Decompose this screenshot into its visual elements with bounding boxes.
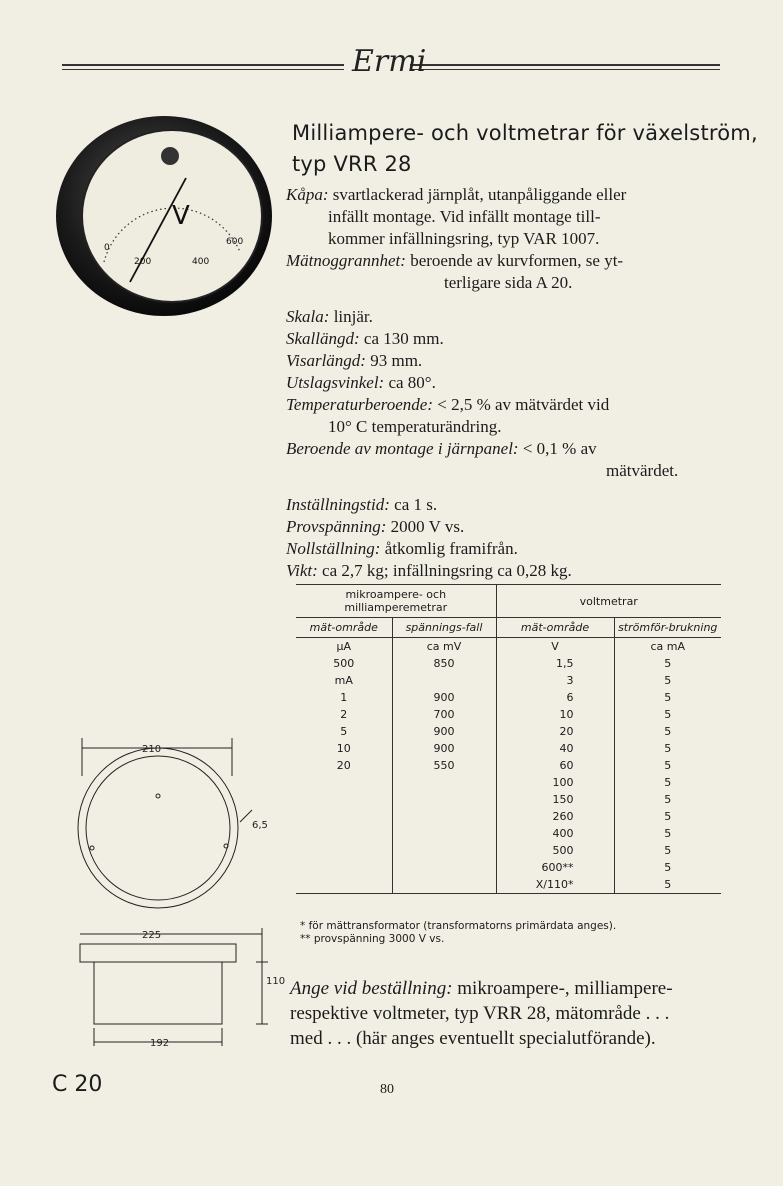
table-cell: 5: [614, 859, 721, 876]
order-label: Ange vid beställning:: [290, 978, 453, 999]
table-cell: 5: [614, 672, 721, 689]
table-cell: [392, 842, 496, 859]
spec-zero: Nollställning: åtkomlig framifrån.: [286, 539, 518, 558]
page-title: [292, 118, 762, 180]
table-cell: [392, 808, 496, 825]
range-table: [296, 584, 721, 894]
table-group-ammeters: mikroampere- och milliamperemetrar: [296, 585, 496, 618]
page-number: 80: [380, 1082, 394, 1097]
table-cell: 5: [614, 757, 721, 774]
table-cell: 2: [340, 708, 348, 721]
table-cell: 900: [392, 689, 496, 706]
table-cell: 5: [614, 655, 721, 672]
spec-deflection: Utslagsvinkel: ca 80°.: [286, 373, 436, 392]
table-cell: 40: [496, 740, 614, 757]
table-cell: 5: [340, 725, 348, 738]
table-cell: [296, 876, 392, 893]
table-cell: 700: [392, 706, 496, 723]
order-text: respektive voltmeter, typ VRR 28, mätområde . . .: [290, 1003, 670, 1024]
spec-scale: Skala: linjär.: [286, 307, 373, 326]
table-cell: 3: [496, 672, 614, 689]
spec-list: [286, 184, 756, 582]
spec-mounting: Beroende av montage i järnpanel: < 0,1 % av: [286, 439, 597, 458]
table-cell: [296, 791, 392, 808]
table-cell: 60: [496, 757, 614, 774]
table-cell: [296, 825, 392, 842]
dimension-label: 110: [266, 976, 286, 987]
dial-letter: V: [172, 201, 190, 231]
table-cell: 5: [614, 825, 721, 842]
title-line-2: typ VRR 28: [292, 152, 412, 176]
table-row: [296, 740, 721, 757]
table-cell: 550: [392, 757, 496, 774]
table-cell: 850: [392, 655, 496, 672]
spec-settling: Inställningstid: ca 1 s.: [286, 495, 438, 514]
table-unit: ca mV: [392, 638, 496, 656]
table-cell: [296, 859, 392, 876]
table-unit: ca mA: [614, 638, 721, 656]
table-cell: [392, 774, 496, 791]
table-cell: [392, 791, 496, 808]
table-cell: 6: [496, 689, 614, 706]
table-cell: [392, 672, 496, 689]
table-row: [296, 876, 721, 893]
table-unit-row: [296, 638, 721, 656]
header-rule-right: [410, 64, 720, 70]
spec-casing-cont: kommer infällningsring, typ VAR 1007.: [328, 229, 600, 248]
spec-pointer-length: Visarlängd: 93 mm.: [286, 351, 423, 370]
table-cell: 5: [614, 842, 721, 859]
table-cell: 5: [614, 689, 721, 706]
table-cell: 5: [614, 876, 721, 893]
table-cell: 20: [336, 759, 351, 772]
table-cell: 150: [496, 791, 614, 808]
table-cell: [296, 842, 392, 859]
table-row: [296, 706, 721, 723]
spec-accuracy-cont: terligare sida A 20.: [444, 273, 573, 292]
table-cell: 5: [614, 723, 721, 740]
table-unit: µA: [336, 640, 352, 653]
spec-test-voltage: Provspänning: 2000 V vs.: [286, 517, 465, 536]
table-cell: 900: [392, 723, 496, 740]
table-header: mät-område: [496, 618, 614, 638]
table-cell: [296, 808, 392, 825]
dimension-drawing: [70, 728, 286, 1064]
table-row: [296, 842, 721, 859]
table-row: [296, 774, 721, 791]
dimension-label: 225: [142, 930, 162, 941]
spec-scale-length: Skallängd: ca 130 mm.: [286, 329, 444, 348]
table-footnotes: [300, 920, 616, 946]
spec-weight: Vikt: ca 2,7 kg; infällningsring ca 0,28 kg.: [286, 561, 572, 580]
scale-label: 200: [134, 257, 152, 267]
spec-mounting-cont: mätvärdet.: [606, 461, 679, 480]
table-cell: 5: [614, 706, 721, 723]
scale-label: 0: [104, 243, 110, 253]
table-cell: mA: [334, 674, 353, 687]
table-cell: 5: [614, 740, 721, 757]
dimension-label: 210: [142, 744, 162, 755]
scale-label: 600: [226, 237, 244, 247]
table-header: mät-område: [296, 618, 392, 638]
title-line-1: Milliampere- och voltmetrar för växelström,: [292, 121, 758, 145]
table-row: [296, 808, 721, 825]
table-cell: 1,5: [496, 655, 614, 672]
table-group-voltmeters: voltmetrar: [496, 585, 721, 618]
table-cell: 10: [336, 742, 351, 755]
table-cell: [392, 859, 496, 876]
order-text: mikroampere-, milliampere-: [457, 978, 673, 999]
table-cell: 5: [614, 774, 721, 791]
table-cell: 100: [496, 774, 614, 791]
header-rule-left: [62, 64, 344, 70]
table-cell: 1: [340, 691, 348, 704]
table-row: [296, 757, 721, 774]
table-unit: V: [496, 638, 614, 656]
dimension-label: 192: [150, 1038, 170, 1049]
table-cell: X/110*: [496, 876, 614, 893]
table-cell: [296, 774, 392, 791]
table-cell: 260: [496, 808, 614, 825]
table-row: [296, 825, 721, 842]
table-row: [296, 672, 721, 689]
table-cell: 900: [392, 740, 496, 757]
brand-logo: Ermi: [352, 44, 427, 79]
footnote: ** provspänning 3000 V vs.: [300, 933, 445, 945]
table-row: [296, 689, 721, 706]
dimension-label: 6,5: [252, 820, 268, 831]
spec-temperature: Temperaturberoende: < 2,5 % av mätvärdet vid: [286, 395, 610, 414]
spec-accuracy: Mätnoggrannhet: beroende av kurvformen, se yt-: [286, 251, 624, 270]
table-cell: 400: [496, 825, 614, 842]
table-cell: 600**: [496, 859, 614, 876]
table-cell: 500: [496, 842, 614, 859]
scale-label: 400: [192, 257, 210, 267]
table-cell: 20: [496, 723, 614, 740]
order-text: med . . . (här anges eventuellt specialutförande).: [290, 1028, 656, 1049]
table-cell: 500: [333, 657, 355, 670]
table-cell: 5: [614, 791, 721, 808]
table-row: [296, 723, 721, 740]
spec-casing: Kåpa: svartlackerad järnplåt, utanpåliggande eller: [286, 185, 627, 204]
table-cell: 10: [496, 706, 614, 723]
table-cell: [392, 825, 496, 842]
page-id: C 20: [52, 1072, 103, 1097]
table-row: [296, 859, 721, 876]
table-row: [296, 655, 721, 672]
table-header: spännings-fall: [392, 618, 496, 638]
footnote: * för mättransformator (transformatorns primärdata anges).: [300, 920, 617, 932]
table-cell: 5: [614, 808, 721, 825]
spec-temperature-cont: 10° C temperaturändring.: [328, 417, 502, 436]
spec-casing-cont: infällt montage. Vid infällt montage till-: [328, 207, 601, 226]
meter-photo: [52, 112, 276, 320]
table-row: [296, 791, 721, 808]
ordering-info: [290, 976, 760, 1051]
table-header: strömför-brukning: [614, 618, 721, 638]
table-cell: [392, 876, 496, 893]
